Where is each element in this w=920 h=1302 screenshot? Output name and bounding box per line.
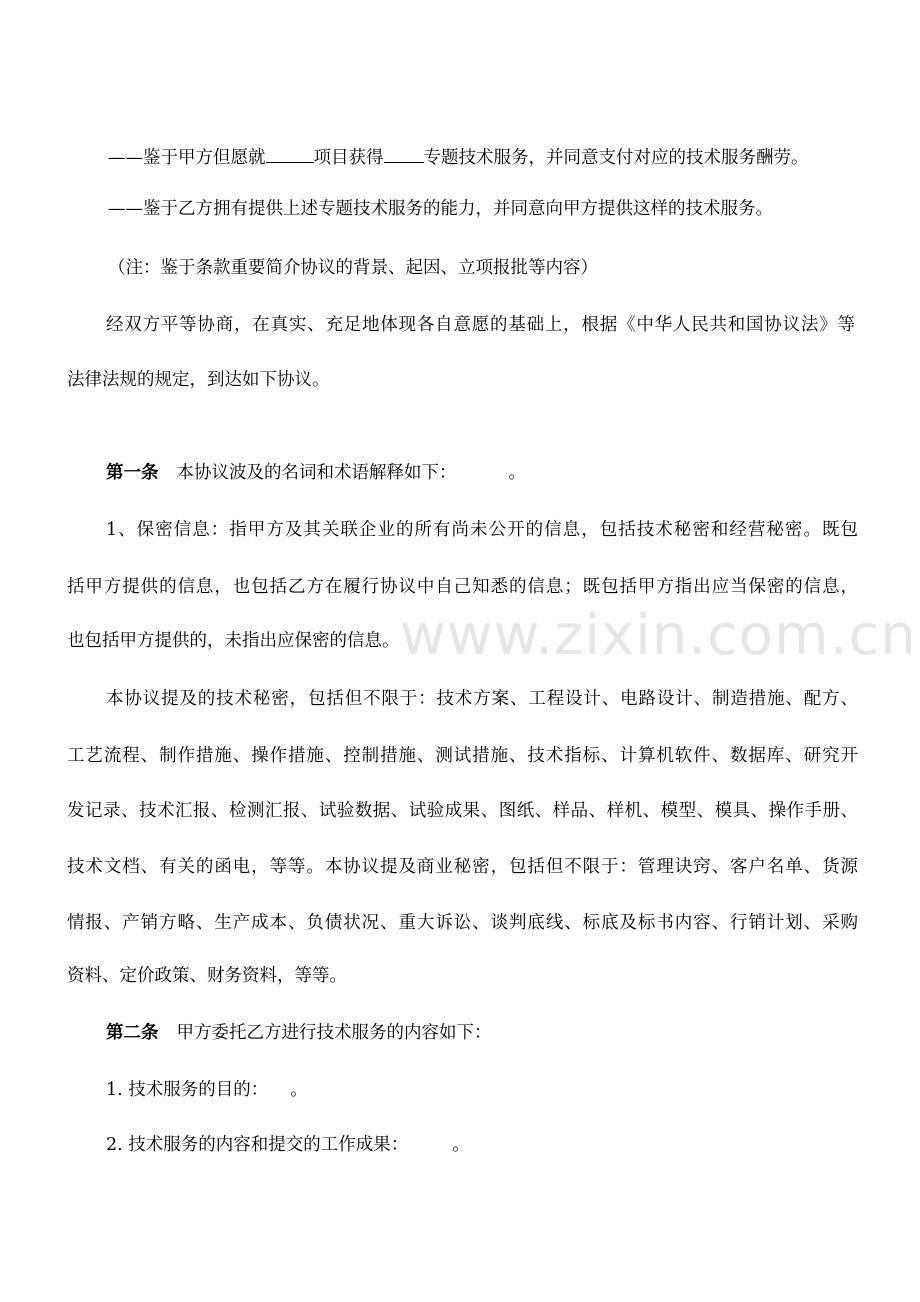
article-1-text: 本协议波及的名词和术语解释如下： [176,463,457,483]
paragraph-note: （注：鉴于条款重要简介协议的背景、起因、立项报批等内容） [108,258,598,278]
article-1-end: 。 [508,463,526,483]
article-2-item-1 [106,1078,858,1102]
definition-1-line-1: 1、保密信息：指甲方及其关联企业的所有尚未公开的信息，包括技术秘密和经营秘密。既包 [106,520,858,540]
item-2-end: 。 [452,1135,470,1155]
paragraph-recital-1 [108,144,858,170]
item-1-text: 1. 技术服务的目的： [106,1080,269,1100]
tech-secret-line-2: 工艺流程、制作措施、操作措施、控制措施、测试措施、技术指标、计算机软件、数据库、研究开 [67,746,858,766]
article-1-title: 第一条 [106,463,159,483]
paragraph-recital-2: ——鉴于乙方拥有提供上述专题技术服务的能力，并同意向甲方提供这样的技术服务。 [108,199,773,219]
article-2-title: 第二条 [106,1023,159,1043]
tech-secret-line-1: 本协议提及的技术秘密，包括但不限于：技术方案、工程设计、电路设计、制造措施、配方、 [106,689,858,709]
recital-1-middle: 项目获得 [313,148,384,168]
item-2-text: 2. 技术服务的内容和提交的工作成果： [106,1135,409,1155]
recital-1-after: 专题技术服务，并同意支付对应的技术服务酬劳。 [423,148,809,168]
article-2-item-2 [106,1133,858,1157]
tech-secret-line-4: 技术文档、有关的函电，等等。本协议提及商业秘密，包括但不限于：管理诀窍、客户名单、货源 [67,857,858,877]
definition-1-line-3: 也包括甲方提供的，未指出应保密的信息。 [67,631,400,651]
article-2-text: 甲方委托乙方进行技术服务的内容如下： [176,1023,492,1043]
definition-1-line-2: 括甲方提供的信息，也包括乙方在履行协议中自己知悉的信息；既包括甲方指出应当保密的信息， [67,577,858,597]
recital-1-before: ——鉴于甲方但愿就 [108,148,266,168]
tech-secret-line-5: 情报、产销方略、生产成本、负债状况、重大诉讼、谈判底线、标底及标书内容、行销计划、采购 [67,913,858,933]
tech-secret-line-6: 资料、定价政策、财务资料，等等。 [67,966,347,986]
paragraph-consensus-line-1: 经双方平等协商，在真实、充足地体现各自意愿的基础上，根据《中华人民共和国协议法》等 [106,315,855,335]
item-1-end: 。 [290,1080,308,1100]
article-1-heading [106,461,858,485]
article-2-heading [106,1021,858,1045]
paragraph-consensus-line-2: 法律法规的规定，到达如下协议。 [67,370,330,390]
blank-project-field [266,144,314,163]
watermark-text: www.zixin.com.cn [400,603,917,668]
blank-topic-field [384,144,424,163]
tech-secret-line-3: 发记录、技术汇报、检测汇报、试验数据、试验成果、图纸、样品、样机、模型、模具、操作手册、 [67,801,858,821]
